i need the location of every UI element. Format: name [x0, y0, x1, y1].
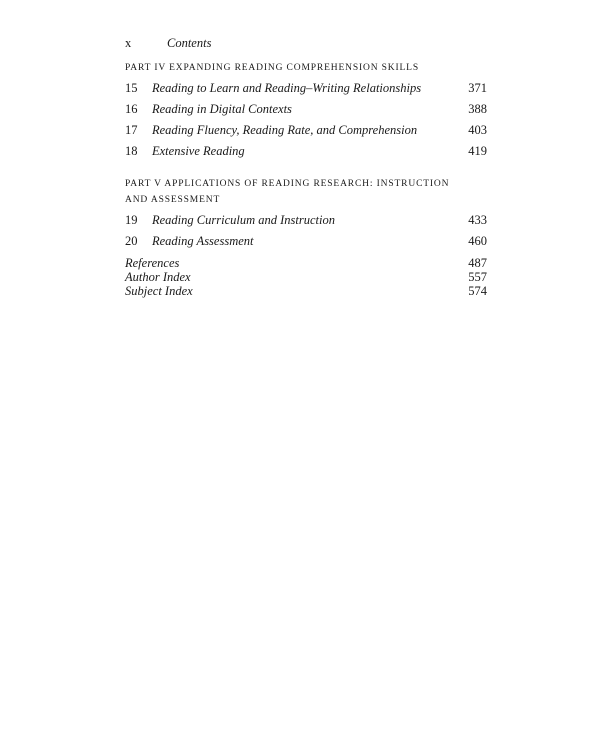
- page-number: 460: [468, 234, 487, 248]
- toc-entry-chapter-19: [125, 210, 487, 231]
- chapter-number: 15: [125, 81, 138, 95]
- chapter-number: 18: [125, 144, 138, 158]
- back-matter-title: Subject Index: [125, 284, 193, 298]
- page-number: 388: [468, 102, 487, 116]
- page-number: 419: [468, 144, 487, 158]
- toc-entry-chapter-16: [125, 99, 487, 120]
- part-heading-iv: PART IV EXPANDING READING COMPREHENSION SKILLS: [125, 63, 419, 73]
- chapter-title: Reading Fluency, Reading Rate, and Comprehension: [152, 123, 418, 137]
- back-matter-list: [125, 256, 487, 298]
- chapter-number: 19: [125, 213, 138, 227]
- toc-entry-subject-index: [125, 284, 487, 298]
- toc-entry-author-index: [125, 270, 487, 284]
- chapter-title: Extensive Reading: [152, 144, 245, 158]
- chapter-title: Reading to Learn and Reading–Writing Relationships: [152, 81, 422, 95]
- toc-entry-references: [125, 256, 487, 270]
- toc-entry-chapter-20: [125, 231, 487, 252]
- part-heading-line: PART V APPLICATIONS OF READING RESEARCH: INSTRUCTION: [125, 179, 450, 189]
- page-number: 403: [468, 123, 487, 137]
- page-number: 574: [468, 284, 487, 298]
- chapter-number: 16: [125, 102, 138, 116]
- back-matter-title: References: [125, 256, 180, 270]
- toc-entry-chapter-18: [125, 141, 487, 162]
- back-matter-title: Author Index: [125, 270, 191, 284]
- page-number: 557: [468, 270, 487, 284]
- chapter-number: 17: [125, 123, 138, 137]
- toc-entry-chapter-15: [125, 78, 487, 99]
- chapter-title: Reading in Digital Contexts: [152, 102, 292, 116]
- chapter-number: 20: [125, 234, 138, 248]
- part-heading-line: AND ASSESSMENT: [125, 195, 221, 205]
- page-number: 433: [468, 213, 487, 227]
- page-number: 371: [468, 81, 487, 95]
- chapter-title: Reading Curriculum and Instruction: [152, 213, 335, 227]
- table-of-contents: [125, 60, 487, 298]
- page-number: 487: [468, 256, 487, 270]
- chapter-title: Reading Assessment: [152, 234, 254, 248]
- page-folio: x: [125, 36, 132, 50]
- part-heading-v: [125, 176, 487, 208]
- toc-entry-chapter-17: [125, 120, 487, 141]
- running-head-title: Contents: [167, 36, 212, 50]
- running-head: [125, 36, 211, 51]
